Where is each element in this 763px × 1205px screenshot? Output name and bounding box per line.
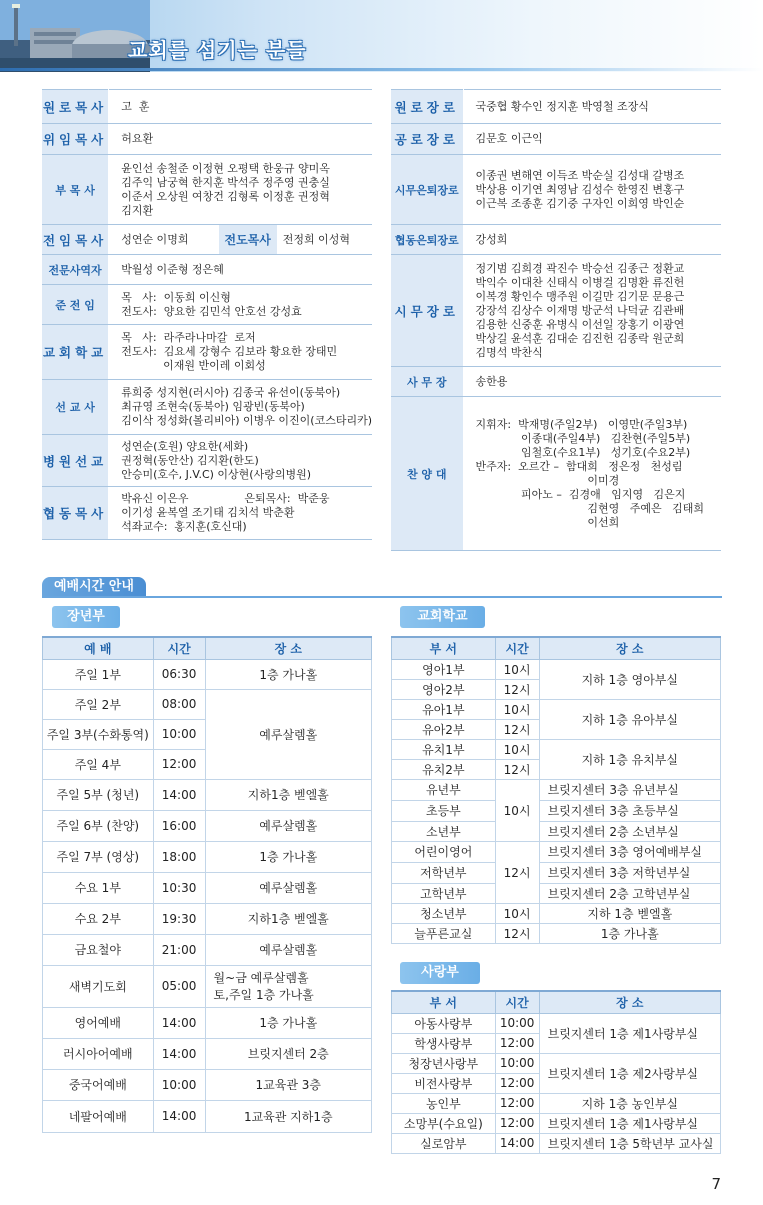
- staff-names: [109, 124, 372, 155]
- staff-role-label: 전문사역자: [42, 255, 109, 285]
- schedule-row: [392, 883, 721, 903]
- schedule-row: [392, 1053, 721, 1073]
- staff-name-line: 안승미(호수, J.V.C) 이상현(사랑의병원): [121, 467, 312, 481]
- department-cell: 주일 1부: [43, 659, 154, 689]
- department-cell: 실로암부: [392, 1133, 496, 1153]
- schedule-row: [392, 800, 721, 821]
- department-cell: 유치2부: [392, 759, 496, 779]
- staff-names: [109, 225, 219, 255]
- department-cell: 유치1부: [392, 739, 496, 759]
- staff-names: [463, 255, 721, 367]
- schedule-row: [392, 699, 721, 719]
- column-header: 부 서: [392, 637, 496, 659]
- staff-name-line: 박익수 이대찬 신태식 이병걸 김명환 류진헌: [475, 275, 685, 289]
- page-header: [0, 0, 763, 72]
- staff-name-line: 성연순(호원) 양요한(세화): [121, 439, 249, 453]
- staff-table-left: [42, 89, 372, 540]
- staff-names: [277, 225, 372, 255]
- staff-names: [463, 225, 721, 255]
- location-cell: 브릿지센터 2층 고학년부실: [539, 883, 720, 903]
- location-cell: 예루살렘홀: [205, 810, 371, 841]
- location-cell: 지하 1층 유치부실: [539, 739, 720, 779]
- staff-row: [42, 325, 372, 380]
- staff-name-line: 김현영 주예은 김태희: [475, 501, 705, 515]
- location-cell: 브릿지센터 3층 영어예배부실: [539, 841, 720, 862]
- schedule-row: [43, 1069, 372, 1100]
- department-cell: 수요 1부: [43, 872, 154, 903]
- location-cell: 지하 1층 농인부실: [539, 1093, 720, 1113]
- time-cell: 12시: [495, 923, 539, 943]
- staff-name-line: 전도사: 양요한 김민석 안호선 강성효: [121, 304, 302, 318]
- staff-names: [109, 435, 372, 487]
- staff-names: [109, 255, 372, 285]
- staff-name-line: 김명석 박찬식: [475, 345, 543, 359]
- staff-role-label: 위임목사: [42, 124, 109, 155]
- staff-names: [463, 155, 721, 225]
- column-header: 장 소: [539, 637, 720, 659]
- staff-names: [109, 487, 372, 540]
- staff-row: [42, 155, 372, 225]
- staff-names: [109, 380, 372, 435]
- love-schedule-table: [391, 990, 721, 1154]
- time-cell: 14:00: [153, 1007, 205, 1038]
- location-cell: 브릿지센터 3층 초등부실: [539, 800, 720, 821]
- schedule-row: [43, 659, 372, 689]
- staff-role-label: 준 전 임: [42, 285, 109, 325]
- page-number: 7: [711, 1175, 721, 1193]
- staff-role-label: 시무은퇴장로: [391, 155, 463, 225]
- staff-role-label: 찬 양 대: [391, 397, 463, 551]
- staff-row: [391, 90, 721, 124]
- staff-names: [463, 124, 721, 155]
- schedule-row: [43, 934, 372, 965]
- staff-names: [463, 367, 721, 397]
- staff-names: [109, 285, 372, 325]
- department-cell: 초등부: [392, 800, 496, 821]
- staff-name-line: 박유신 이은우 은퇴목사: 박준웅: [121, 492, 330, 505]
- department-cell: 농인부: [392, 1093, 496, 1113]
- staff-name-line: 강장석 김상수 이재명 방군석 나덕균 김관배: [475, 303, 685, 317]
- staff-row: [391, 255, 721, 367]
- schedule-row: [43, 1007, 372, 1038]
- school-section-tab: 교회학교: [400, 606, 485, 628]
- staff-name-line: 이종대(주일4부) 김찬현(주일5부): [475, 431, 691, 445]
- schedule-row: [392, 923, 721, 943]
- staff-name-line: 이근복 조종훈 김기중 구자인 이희영 박인순: [475, 196, 685, 210]
- department-cell: 중국어예배: [43, 1069, 154, 1100]
- staff-name-line: 허요환: [121, 132, 154, 145]
- staff-role-label: 부 목 사: [42, 155, 109, 225]
- column-header: 장 소: [539, 991, 720, 1013]
- staff-row: [42, 487, 372, 540]
- staff-name-line: 류희중 성지현(러시아) 김종국 유선이(동북아): [121, 386, 341, 399]
- staff-name-line: 송한용: [475, 374, 508, 388]
- department-cell: 비전사랑부: [392, 1073, 496, 1093]
- time-cell: 10:00: [153, 719, 205, 749]
- worship-section-tab: 예배시간 안내: [42, 577, 146, 597]
- staff-name-line: 이기성 윤복열 조기태 김치석 박춘환: [121, 506, 295, 519]
- location-cell: 1교육관 3층: [205, 1069, 371, 1100]
- schedule-row: [392, 779, 721, 800]
- schedule-row: [43, 841, 372, 872]
- schedule-row: [392, 1113, 721, 1133]
- location-cell: 월~금 예루살렘홀 토,주일 1층 가나홀: [205, 965, 371, 1007]
- department-cell: 영아1부: [392, 659, 496, 679]
- time-cell: 14:00: [153, 1100, 205, 1132]
- time-cell: 12시: [495, 759, 539, 779]
- staff-names: [463, 90, 721, 124]
- staff-role-label: 공로장로: [391, 124, 463, 155]
- department-cell: 어린이영어: [392, 841, 496, 862]
- department-cell: 주일 6부 (찬양): [43, 810, 154, 841]
- department-cell: 청소년부: [392, 903, 496, 923]
- schedule-row: [43, 903, 372, 934]
- staff-name-line: 이재원 반이레 이회성: [121, 359, 266, 372]
- department-cell: 저학년부: [392, 862, 496, 883]
- staff-name-line: 전정희 이성혁: [282, 232, 350, 246]
- adult-section-tab: 장년부: [52, 606, 120, 628]
- schedule-row: [392, 821, 721, 841]
- location-cell: 예루살렘홀: [205, 934, 371, 965]
- location-cell: 1교육관 지하1층: [205, 1100, 371, 1132]
- department-cell: 유아1부: [392, 699, 496, 719]
- staff-role-label: 원로목사: [42, 90, 109, 124]
- department-cell: 유아2부: [392, 719, 496, 739]
- schedule-row: [43, 872, 372, 903]
- schedule-row: [43, 1100, 372, 1132]
- school-schedule-table: [391, 636, 721, 944]
- staff-row: [391, 225, 721, 255]
- staff-names: [109, 90, 372, 124]
- staff-name-line: 지휘자: 박재명(주일2부) 이영만(주일3부): [475, 417, 688, 431]
- schedule-row: [392, 903, 721, 923]
- staff-name-line: 전도사: 김요세 강형수 김보라 황요한 장태민: [121, 345, 338, 358]
- staff-role-label: 협동은퇴장로: [391, 225, 463, 255]
- department-cell: 영아2부: [392, 679, 496, 699]
- location-cell: 예루살렘홀: [205, 872, 371, 903]
- location-cell: 지하1층 벧엘홀: [205, 779, 371, 810]
- time-cell: 21:00: [153, 934, 205, 965]
- staff-name-line: 성연순 이명희: [121, 232, 189, 246]
- staff-row: [42, 285, 372, 325]
- time-cell: 14:00: [153, 1038, 205, 1069]
- time-cell: 14:00: [153, 779, 205, 810]
- staff-name-line: 권정혁(동안산) 김지환(한도): [121, 453, 259, 467]
- department-cell: 주일 3부(수화통역): [43, 719, 154, 749]
- department-cell: 소망부(수요일): [392, 1113, 496, 1133]
- time-cell: 10:00: [495, 1053, 539, 1073]
- staff-name-line: 석좌교수: 홍지훈(호신대): [121, 520, 247, 533]
- love-section-tab: 사랑부: [400, 962, 480, 984]
- column-header: 예 배: [43, 637, 154, 659]
- location-cell: 1층 가나홀: [205, 841, 371, 872]
- location-cell: 브릿지센터 1층 5학년부 교사실: [539, 1133, 720, 1153]
- staff-role-label: 전임목사: [42, 225, 109, 255]
- time-cell: 12시: [495, 679, 539, 699]
- location-cell: 지하 1층 벧엘홀: [539, 903, 720, 923]
- staff-name-line: 박월성 이준형 정은혜: [121, 262, 224, 276]
- staff-name-line: 이복경 황인수 맹주원 이길만 김기문 문용근: [475, 289, 685, 303]
- schedule-row: [392, 1013, 721, 1033]
- department-cell: 주일 4부: [43, 749, 154, 779]
- location-cell: 브릿지센터 2층 소년부실: [539, 821, 720, 841]
- staff-row: [42, 124, 372, 155]
- department-cell: 늘푸른교실: [392, 923, 496, 943]
- staff-table-right: [391, 89, 721, 551]
- time-cell: 10시: [495, 659, 539, 679]
- schedule-row: [392, 1093, 721, 1113]
- staff-name-line: 박상길 윤석훈 김대순 김진헌 김종락 원군희: [475, 331, 685, 345]
- time-cell: 05:00: [153, 965, 205, 1007]
- department-cell: 아동사랑부: [392, 1013, 496, 1033]
- department-cell: 새벽기도회: [43, 965, 154, 1007]
- schedule-row: [392, 659, 721, 679]
- department-cell: 금요철야: [43, 934, 154, 965]
- column-header: 시간: [495, 637, 539, 659]
- staff-row: [42, 435, 372, 487]
- time-cell: 12시: [495, 841, 539, 903]
- staff-row: [391, 367, 721, 397]
- time-cell: 10:30: [153, 872, 205, 903]
- column-header: 부 서: [392, 991, 496, 1013]
- staff-row: [391, 155, 721, 225]
- staff-name-line: 국중협 황수인 정지훈 박영철 조장식: [475, 99, 649, 113]
- staff-role-label: 교회학교: [42, 325, 109, 380]
- staff-name-line: 김지환: [121, 203, 154, 217]
- department-cell: 영어예배: [43, 1007, 154, 1038]
- location-cell: 지하1층 벧엘홀: [205, 903, 371, 934]
- staff-name-line: 이준서 오상원 여창건 김형록 이정훈 권정혁: [121, 189, 330, 203]
- schedule-row: [392, 862, 721, 883]
- staff-name-line: 김문호 이근익: [475, 132, 543, 145]
- staff-row: [42, 380, 372, 435]
- time-cell: 12시: [495, 719, 539, 739]
- department-cell: 소년부: [392, 821, 496, 841]
- time-cell: 06:30: [153, 659, 205, 689]
- column-header: 장 소: [205, 637, 371, 659]
- time-cell: 12:00: [495, 1113, 539, 1133]
- location-cell: 브릿지센터 3층 저학년부실: [539, 862, 720, 883]
- time-cell: 19:30: [153, 903, 205, 934]
- staff-role-label: 협동목사: [42, 487, 109, 540]
- time-cell: 10시: [495, 699, 539, 719]
- staff-name-line: 최규영 조현숙(동북아) 임광빈(동북아): [121, 400, 305, 413]
- time-cell: 12:00: [153, 749, 205, 779]
- location-cell: 1층 가나홀: [205, 1007, 371, 1038]
- staff-name-line: 이선희: [475, 515, 620, 529]
- worship-section-rule: [42, 596, 722, 598]
- staff-row: [42, 255, 372, 285]
- time-cell: 12:00: [495, 1093, 539, 1113]
- staff-name-line: 이종권 변해연 이득조 박순실 김성대 갈병조: [475, 168, 685, 182]
- time-cell: 16:00: [153, 810, 205, 841]
- department-cell: 네팔어예배: [43, 1100, 154, 1132]
- adult-schedule-table: [42, 636, 372, 1133]
- staff-name-line: 임철호(수요1부) 성기호(수요2부): [475, 445, 691, 459]
- staff-name-line: 정기범 김희경 곽진수 박승선 김종근 정환교: [475, 261, 685, 275]
- department-cell: 수요 2부: [43, 903, 154, 934]
- staff-row: [391, 397, 721, 551]
- time-cell: 12:00: [495, 1033, 539, 1053]
- staff-name-line: 윤인선 송철준 이정현 오평택 한웅규 양미옥: [121, 161, 330, 175]
- staff-row: [391, 124, 721, 155]
- time-cell: 18:00: [153, 841, 205, 872]
- staff-name-line: 목 사: 이동희 이신형: [121, 290, 231, 304]
- staff-names: [109, 155, 372, 225]
- staff-names: [463, 397, 721, 551]
- column-header: 시간: [153, 637, 205, 659]
- location-cell: 지하 1층 유아부실: [539, 699, 720, 739]
- staff-name-line: 김용한 신중훈 유병식 이선일 장홍기 이광연: [475, 317, 685, 331]
- schedule-row: [43, 965, 372, 1007]
- staff-names: [109, 325, 372, 380]
- schedule-row: [392, 841, 721, 862]
- staff-name-line: 이미경: [475, 473, 620, 487]
- staff-name-line: 강성희: [475, 232, 508, 246]
- staff-row: [42, 90, 372, 124]
- staff-name-line: 김주익 남궁혁 한지훈 박석주 정주영 권충실: [121, 175, 330, 189]
- schedule-row: [43, 779, 372, 810]
- location-cell: 예루살렘홀: [205, 689, 371, 779]
- staff-name-line: 목 사: 라주라나마갈 로저: [121, 331, 256, 344]
- department-cell: 청장년사랑부: [392, 1053, 496, 1073]
- time-cell: 10시: [495, 739, 539, 759]
- time-cell: 14:00: [495, 1133, 539, 1153]
- staff-name-line: 반주자: 오르간 – 함대희 정은정 천성림: [475, 459, 683, 473]
- department-cell: 러시아어예배: [43, 1038, 154, 1069]
- staff-name-line: 김이삭 정성화(볼리비아) 이병우 이진이(코스타리카): [121, 414, 372, 427]
- department-cell: 주일 5부 (청년): [43, 779, 154, 810]
- time-cell: 10:00: [495, 1013, 539, 1033]
- staff-role-label: 병원선교: [42, 435, 109, 487]
- staff-name-line: 고 훈: [121, 99, 150, 113]
- location-cell: 브릿지센터 1층 제1사랑부실: [539, 1113, 720, 1133]
- header-divider: [0, 68, 763, 71]
- staff-name-line: 피아노 – 김경애 임지영 김은지: [475, 487, 686, 501]
- staff-role-label: 사 무 장: [391, 367, 463, 397]
- location-cell: 브릿지센터 1층 제2사랑부실: [539, 1053, 720, 1093]
- staff-role-label: 시무장로: [391, 255, 463, 367]
- department-cell: 주일 2부: [43, 689, 154, 719]
- time-cell: 10시: [495, 779, 539, 841]
- time-cell: 12:00: [495, 1073, 539, 1093]
- schedule-row: [43, 1038, 372, 1069]
- department-cell: 유년부: [392, 779, 496, 800]
- department-cell: 학생사랑부: [392, 1033, 496, 1053]
- column-header: 시간: [495, 991, 539, 1013]
- location-cell: 1층 가나홀: [205, 659, 371, 689]
- staff-row: [42, 225, 372, 255]
- department-cell: 주일 7부 (영상): [43, 841, 154, 872]
- page-title: 교회를 섬기는 분들: [128, 38, 307, 62]
- schedule-row: [43, 689, 372, 719]
- department-cell: 고학년부: [392, 883, 496, 903]
- schedule-row: [392, 1133, 721, 1153]
- schedule-row: [43, 810, 372, 841]
- location-cell: 브릿지센터 2층: [205, 1038, 371, 1069]
- staff-role-label: 전도목사: [219, 225, 277, 255]
- time-cell: 10:00: [153, 1069, 205, 1100]
- location-cell: 1층 가나홀: [539, 923, 720, 943]
- location-cell: 지하 1층 영아부실: [539, 659, 720, 699]
- staff-role-label: 선 교 사: [42, 380, 109, 435]
- staff-name-line: 박상용 이기연 최영남 김성수 한영진 변홍구: [475, 182, 685, 196]
- schedule-row: [392, 739, 721, 759]
- location-cell: 브릿지센터 1층 제1사랑부실: [539, 1013, 720, 1053]
- location-cell: 브릿지센터 3층 유년부실: [539, 779, 720, 800]
- time-cell: 08:00: [153, 689, 205, 719]
- staff-role-label: 원로장로: [391, 90, 463, 124]
- time-cell: 10시: [495, 903, 539, 923]
